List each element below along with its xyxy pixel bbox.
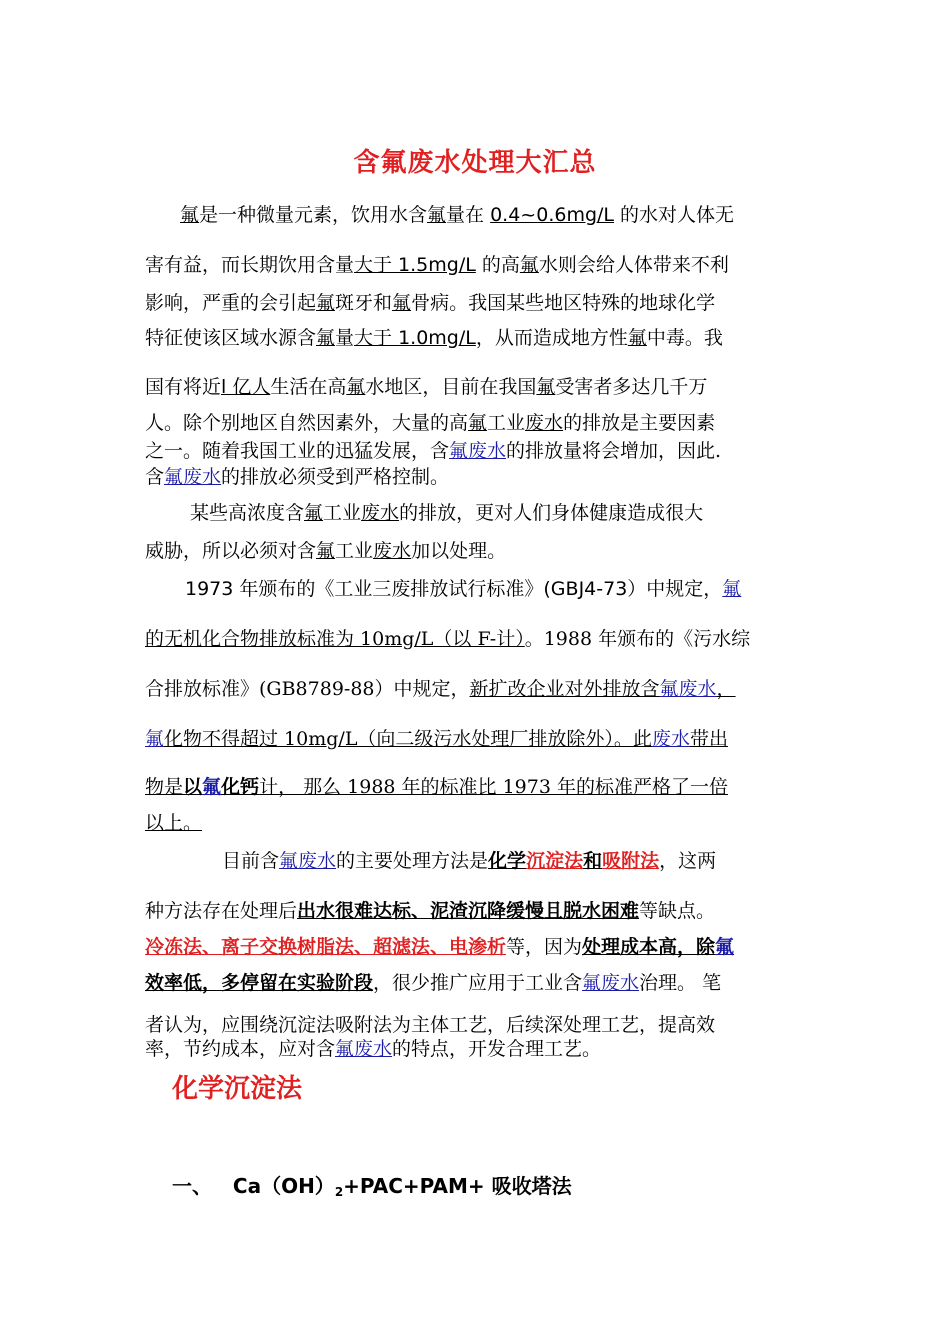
text: 之一。随着我国工业的迅猛发展，含 [145,440,450,462]
text: 特征使该区域水源含 [145,327,317,349]
fluorine-term: 氟 [346,376,366,398]
method-adsorption: 吸附法 [602,850,660,872]
fluoride-wastewater-link[interactable]: 氟废水 [164,466,222,488]
fluorine-term: 氟 [316,540,336,562]
wastewater-term: 废水 [525,412,564,434]
text: 害有益，而长期饮用含量 [145,254,355,276]
p4-line-1 [222,848,887,874]
page-title: 含氟废水处理大汇总 [353,148,597,178]
p2-line-1 [190,500,855,526]
text: 物是 [145,776,184,798]
text: 以上。 [145,812,203,834]
population-value: l 亿人 [221,376,271,398]
subsection-number: 一、 [172,1174,212,1198]
p1-line-7 [145,438,810,464]
text: 1973 年颁布的《工业三废排放试行标准》(GBJ4-73）中规定， [185,578,723,600]
other-methods: 冷冻法、离子交换树脂法、超滤法、电渗析 [145,936,507,958]
text: 量 [335,327,355,349]
text: 以 [183,776,203,798]
text: 水地区，目前在我国 [365,376,537,398]
fluorine-link[interactable]: 氟 [722,578,742,600]
standard-text: 的无机化合物排放标准为 10mg/L（以 F-计） [145,628,525,650]
p1-line-5 [145,374,810,400]
text: 等缺点。 [639,900,716,922]
formula-part: Ca（OH） [232,1174,335,1198]
fluoride-wastewater-link[interactable]: 氟废水 [335,1038,393,1060]
text: 受害者多达几千万 [555,376,708,398]
p4-line-5 [145,1012,810,1038]
method-chemical: 化学 [488,850,527,872]
fluorine-term: 氟 [180,204,200,226]
text: 国有将近 [145,376,222,398]
text: 合排放标准》(GB8789-88）中规定， [145,678,470,700]
wastewater-term: 废水 [361,502,400,524]
text: ，从而造成地方性 [475,327,628,349]
fluorine-term: 氟 [304,502,324,524]
text: 含 [145,466,165,488]
concentration-value: 0.4~0.6mg/L [490,204,615,226]
text: 骨病。我国某些地区特殊的地球化学 [411,292,716,314]
wastewater-link[interactable]: 废水 [651,728,690,750]
text: 。1988 年颁布的《污水综 [524,628,751,650]
text: 的排放，更对人们身体健康造成很大 [399,502,704,524]
formula-part: +PAC+PAM+ 吸收塔法 [343,1174,572,1198]
wastewater-term: 废水 [373,540,412,562]
fluorine-term: 氟 [427,204,447,226]
text: 的高 [475,254,520,276]
text: 生活在高 [270,376,347,398]
text: 的排放量将会增加，因此. [506,440,722,462]
subsection-heading [172,1170,572,1199]
fluorine-term: 氟 [536,376,556,398]
p4-line-2 [145,898,810,924]
text: 等，因为 [506,936,583,958]
fluorine-link[interactable]: 氟 [145,728,165,750]
p3-line-5 [145,774,810,800]
text: 工业 [335,540,374,562]
fluorine-term: 氟 [392,292,412,314]
fluorine-term: 氟 [519,254,539,276]
standard-text: 化物不得超过 10mg/L（向二级污水处理厂排放除外）。此 [164,728,652,750]
text: 水则会给人体带来不利 [538,254,729,276]
text: 中毒。我 [646,327,723,349]
concentration-value: 大于 1.0mg/L [354,327,476,349]
text: 某些高浓度含 [190,502,305,524]
drawbacks-text: 出水很难达标、泥渣沉降缓慢且脱水困难 [297,900,640,922]
text: 者认为，应围绕沉淀法吸附法为主体工艺，后续深处理工艺，提高效 [145,1014,716,1036]
text: 斑牙和 [335,292,393,314]
text: 的排放必须受到严格控制。 [221,466,450,488]
text: 工业 [487,412,526,434]
text: 率，节约成本，应对含 [145,1038,336,1060]
calcium-fluoride-term: 化钙 [221,776,260,798]
text: 种方法存在处理后 [145,900,298,922]
p3-line-1 [185,576,850,602]
p1-line-1 [180,202,845,228]
standard-text: 新扩改企业对外排放含 [469,678,660,700]
p1-line-8 [145,464,810,490]
text: 计， 那么 1988 年的标准比 1973 年的标准严格了一倍 [259,776,728,798]
p3-line-2 [145,626,810,652]
text: 的排放是主要因素 [563,412,716,434]
text: ，很少推广应用于工业含 [373,972,583,994]
text: 加以处理。 [411,540,507,562]
fluorine-link[interactable]: 氟 [202,776,222,798]
text: 的特点，开发合理工艺。 [392,1038,602,1060]
section-heading: 化学沉淀法 [172,1074,303,1104]
text: 工业 [323,502,362,524]
text: 和 [583,850,603,872]
p3-line-6 [145,810,810,836]
p1-line-2 [145,252,810,278]
text: ， [716,678,736,700]
fluorine-term: 氟 [316,292,336,314]
fluoride-wastewater-link[interactable]: 氟废水 [659,678,717,700]
p1-line-3 [145,290,810,316]
text: 是一种微量元素，饮用水含 [199,204,428,226]
method-precipitation: 沉淀法 [526,850,584,872]
p2-line-2 [145,538,810,564]
p1-line-4 [145,325,810,351]
efficiency-text: 效率低，多停留在实验阶段 [145,972,374,994]
p3-line-4 [145,726,810,752]
concentration-value: 大于 1.5mg/L [354,254,476,276]
text: ，这两 [659,850,717,872]
p3-line-3 [145,676,810,702]
fluoride-wastewater-link[interactable]: 氟废水 [582,972,640,994]
text: 带出 [689,728,728,750]
fluorine-link[interactable]: 氟 [715,936,735,958]
text: 治理。 笔 [639,972,722,994]
p4-line-3 [145,934,810,960]
formula-subscript: 2 [334,1185,344,1199]
text: 威胁，所以必须对含 [145,540,317,562]
fluorine-term: 氟 [316,327,336,349]
fluoride-wastewater-link[interactable]: 氟废水 [449,440,507,462]
text: 量在 [446,204,491,226]
text: 影响，严重的会引起 [145,292,317,314]
text: 的主要处理方法是 [336,850,489,872]
fluorine-term: 氟 [627,327,647,349]
text: 人。除个别地区自然因素外，大量的高 [145,412,469,434]
p4-line-6 [145,1036,810,1062]
text: 的水对人体无 [614,204,735,226]
p4-line-4 [145,970,810,996]
p1-line-6 [145,410,810,436]
cost-text: 处理成本高，除 [582,936,716,958]
fluorine-term: 氟 [468,412,488,434]
fluoride-wastewater-link[interactable]: 氟废水 [279,850,337,872]
text: 目前含 [222,850,280,872]
